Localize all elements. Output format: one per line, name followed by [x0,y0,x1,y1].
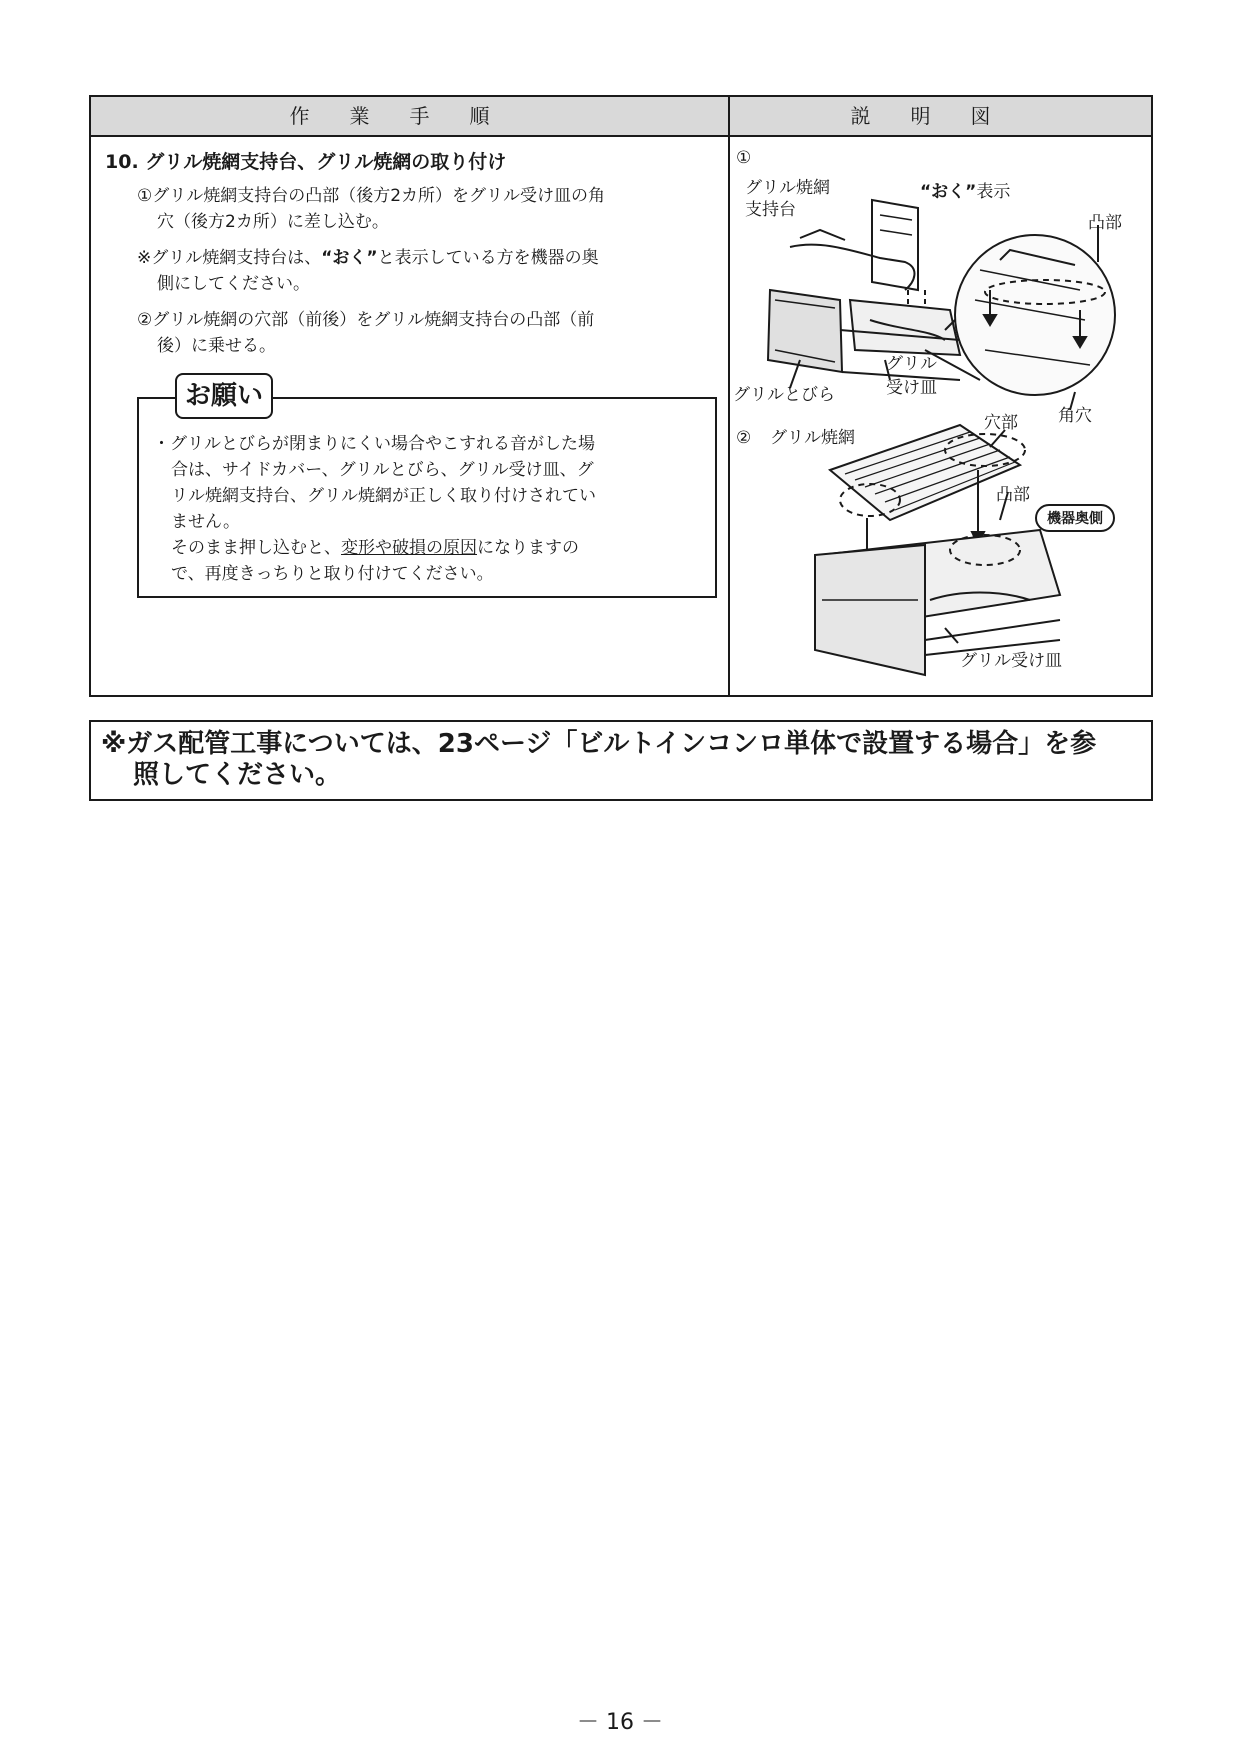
fig1-number: ① [736,148,752,168]
pan-label-3: グリル受け皿 [960,651,1062,671]
p1-line-1: ①グリル焼網支持台の凸部（後方2カ所）をグリル受け皿の角 [137,186,606,206]
support-stand-wire [790,245,914,290]
grill-net [830,425,1020,520]
support-label-1: グリル焼網 [745,178,830,198]
request-title: お願い [175,373,273,419]
p2-text-c: と表示している方を機器の奥 [377,248,599,268]
request-line-3: リル焼網支持台、グリル焼網が正しく取り付けされてい [171,486,596,506]
square-hole-label: 角穴 [1058,406,1092,426]
support-stand-frame [872,200,918,290]
pan-label-1: グリル [886,354,937,374]
note-line-1: ※ガス配管工事については、23ページ「ビルトインコンロ単体で設置する場合」を参 [101,729,1097,759]
request-text-a: そのまま押し込むと、 [171,538,341,558]
convex-label-2: 凸部 [996,485,1030,505]
p1-line-2: 穴（後方2カ所）に差し込む。 [157,212,389,232]
oku-display-label [920,181,1010,203]
display-text: 表示 [976,182,1011,202]
grill-door [768,290,842,372]
p2-text-a: ※グリル焼網支持台は、 [137,248,322,268]
oku-mark: “おく” [920,182,977,202]
gas-piping-note [89,720,1153,801]
p3-line-2: 後）に乗せる。 [157,336,276,356]
request-line-4: ません。 [171,512,241,532]
request-line-1: ・グリルとびらが閉まりにくい場合やこすれる音がした場 [153,434,595,454]
note-line-2: 照してください。 [133,760,342,790]
pan-label-2: 受け皿 [886,378,937,398]
p3-line-1: ②グリル焼網の穴部（前後）をグリル焼網支持台の凸部（前 [137,310,595,330]
p2-line-2: 側にしてください。 [157,274,310,294]
hole-label: 穴部 [984,413,1018,433]
back-side-badge: 機器奥側 [1035,504,1115,532]
request-line-2: 合は、サイドカバー、グリルとびら、グリル受け皿、グ [171,460,594,480]
grill-door-2 [815,545,925,675]
zoom-circle [955,235,1115,395]
grill-net-label: グリル焼網 [770,428,855,448]
header-diagram: 説明図 [730,97,1151,137]
door-label: グリルとびら [733,385,835,405]
convex-label: 凸部 [1088,213,1122,233]
page-number: － 16 － [577,1710,663,1735]
oku-label: “おく” [321,248,378,268]
support-label-2: 支持台 [745,200,796,220]
request-line-6: で、再度きっちりと取り付けてください。 [171,564,494,584]
warning-underlined: 変形や破損の原因 [341,538,477,558]
request-text-c: になりますの [477,538,579,558]
step-title: 10. グリル焼網支持台、グリル焼網の取り付け [105,151,507,173]
fig2-number: ② [736,428,752,448]
header-procedure: 作業手順 [91,97,728,137]
